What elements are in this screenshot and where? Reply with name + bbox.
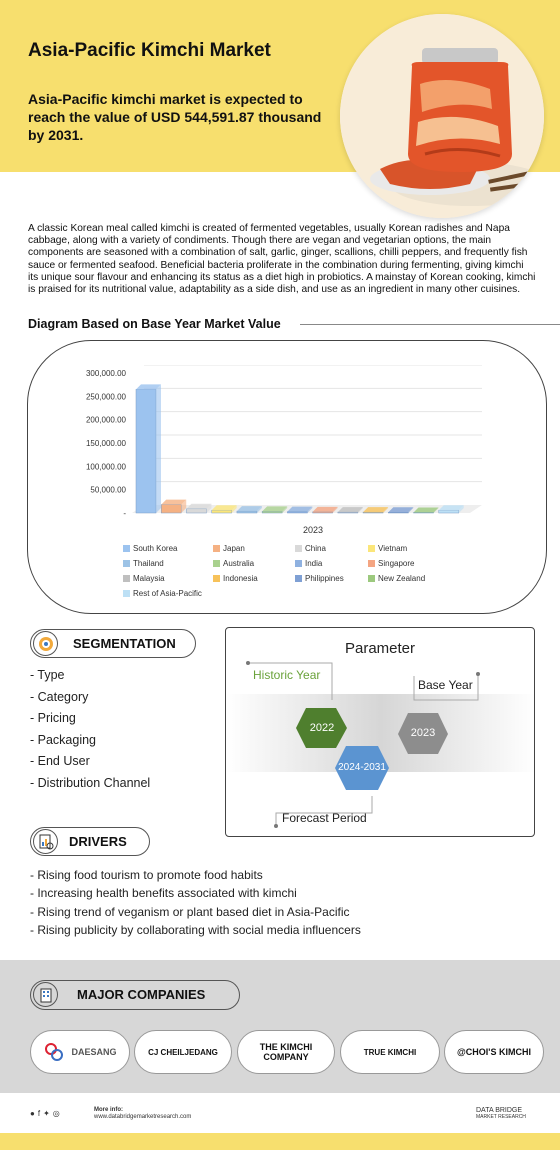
legend-item [295,544,326,553]
segmentation-title: SEGMENTATION [73,636,176,651]
segmentation-list [30,668,150,797]
more-info [94,1107,191,1121]
legend-swatch [368,545,375,552]
legend-item [123,544,177,553]
legend-item [123,559,164,568]
company-logo-daesang: DAESANG [30,1030,130,1074]
y-tick-label: 50,000.00 [90,485,126,495]
brand-name: DATA BRIDGE [476,1107,523,1114]
bar-australia [262,511,282,513]
bar-thailand [237,511,257,513]
legend-label: Vietnam [378,544,408,553]
legend-swatch [295,560,302,567]
y-tick-label: 250,000.00 [85,392,126,402]
more-info-label: More info: [94,1107,123,1113]
company-logo-cj: CJ CHEILJEDANG [134,1030,232,1074]
diagram-title: Diagram Based on Base Year Market Value [28,317,287,331]
target-icon [33,631,58,656]
section-divider [300,324,560,325]
legend-swatch [368,575,375,582]
drivers-list [30,868,361,942]
driver-item: - Increasing health benefits associated with kimchi [30,886,297,901]
legend-label: New Zealand [378,574,426,583]
driver-item: - Rising publicity by collaborating with social media influencers [30,923,361,938]
bar-china [186,509,206,513]
brand-sub: MARKET RESEARCH [476,1114,526,1120]
parameter-title: Parameter [344,640,416,657]
bar-rest-of-asia-pacific [439,510,459,513]
intro-paragraph: A classic Korean meal called kimchi is created of fermented vegetables, usually Korean radishes and Napa cabbage, along with a variety of condiments. Though there are vegan and vegetarian options, the main components are seasoned with a combination of salt, garlic, ginger, scallions, chilli peppers, and frequently fish sauce or fermented seafood. Beneficial bacteria proliferate in the combination during fermenting, giving kimchi its unique sour flavour and enhancing its status as a diet high in probiotics. A mainstay of Korean cooking, kimchi is praised for its nutritional value, adaptability as a side dish, and use as an ingredient in many other cuisines. [28,223,536,296]
companies-title: MAJOR COMPANIES [77,987,206,1002]
driver-item: - Rising trend of veganism or plant based diet in Asia-Pacific [30,904,350,919]
companies-section [0,960,560,1093]
report-icon [33,829,58,854]
legend-item [123,574,165,583]
bar-side [156,384,161,513]
base-year-value: 2023 [410,727,436,739]
facebook-icon[interactable]: f [37,1109,44,1118]
y-tick-label: 100,000.00 [85,462,126,472]
historic-year-value: 2022 [309,722,335,734]
legend-label: India [305,559,323,568]
legend-item [295,559,322,568]
legend-label: South Korea [133,544,178,553]
company-logo-kimchi-company: THE KIMCHI COMPANY [237,1030,335,1074]
bar-vietnam [212,510,232,513]
legend-item [213,559,254,568]
kimchi-jar-image [340,14,544,218]
legend-swatch [123,545,130,552]
bar-malaysia [338,512,358,513]
bar-japan [161,505,181,513]
legend-item [295,574,344,583]
y-tick-label: 150,000.00 [85,439,126,448]
forecast-period-label: Forecast Period [282,811,367,825]
legend-swatch [368,560,375,567]
driver-item: - Rising food tourism to promote food habits [30,868,263,882]
market-value-headline: Asia-Pacific kimchi market is expected to reach the value of USD 544,591.87 thousand by 2031. [28,91,322,143]
legend-item [368,544,407,553]
legend-label: Singapore [378,559,415,568]
legend-swatch [213,575,220,582]
twitter-icon[interactable]: ✦ [43,1109,53,1118]
segmentation-item: - Category [30,689,89,704]
legend-label: Thailand [133,559,164,568]
social-icons [30,1109,63,1118]
bar-singapore [313,512,333,513]
legend-label: China [305,544,326,553]
brand-logo [476,1107,526,1120]
y-tick-label: 200,000.00 [85,415,126,425]
legend-label: Indonesia [223,574,258,583]
company-logo-true-kimchi: TRUE KIMCHI [340,1030,440,1074]
x-category-label: 2023 [302,525,324,535]
legend-label: Australia [223,559,255,568]
page-title: Asia-Pacific Kimchi Market [28,40,271,61]
instagram-icon[interactable]: ◎ [52,1109,63,1118]
company-logo-chois-kimchi: @CHOI'S KIMCHI [444,1030,544,1074]
legend-label: Philippines [305,574,344,583]
parameter-panel [225,627,535,837]
legend-label: Rest of Asia-Pacific [133,589,202,598]
bar-indonesia [363,512,383,513]
whatsapp-icon[interactable]: ● [30,1109,38,1118]
legend-swatch [123,590,130,597]
segmentation-item: - Type [30,668,65,682]
segmentation-item: - End User [30,754,90,768]
bar-south-korea [136,389,156,513]
legend-swatch [213,560,220,567]
bar-philippines [388,512,408,513]
segmentation-item: - Pricing [30,711,76,725]
legend-item [213,544,245,553]
y-tick-label: 300,000.00 [85,369,126,378]
legend-item [368,574,425,583]
legend-swatch [295,545,302,552]
drivers-title: DRIVERS [69,834,127,849]
legend-swatch [213,545,220,552]
website-link[interactable]: www.databridgemarketresearch.com [94,1114,192,1120]
footer [0,1093,560,1133]
legend-label: Japan [223,544,245,553]
legend-item [368,559,414,568]
bar-india [287,512,307,513]
forecast-period-value: 2024-2031 [338,762,386,773]
legend-label: Malaysia [133,574,165,583]
base-year-label: Base Year [418,678,473,692]
legend-item [213,574,258,583]
segmentation-item: - Packaging [30,732,97,747]
drivers-heading [30,827,150,856]
legend-swatch [295,575,302,582]
legend-swatch [123,560,130,567]
segmentation-item: - Distribution Channel [30,775,151,790]
legend-swatch [123,575,130,582]
bar-new-zealand [414,512,434,513]
market-value-chart [70,365,510,545]
y-tick-label: - [123,509,126,518]
legend-item [123,589,202,598]
companies-heading [30,980,240,1010]
footer-bar [0,1133,560,1150]
segmentation-heading [30,629,196,658]
building-icon [33,982,58,1007]
historic-year-label: Historic Year [253,668,321,682]
